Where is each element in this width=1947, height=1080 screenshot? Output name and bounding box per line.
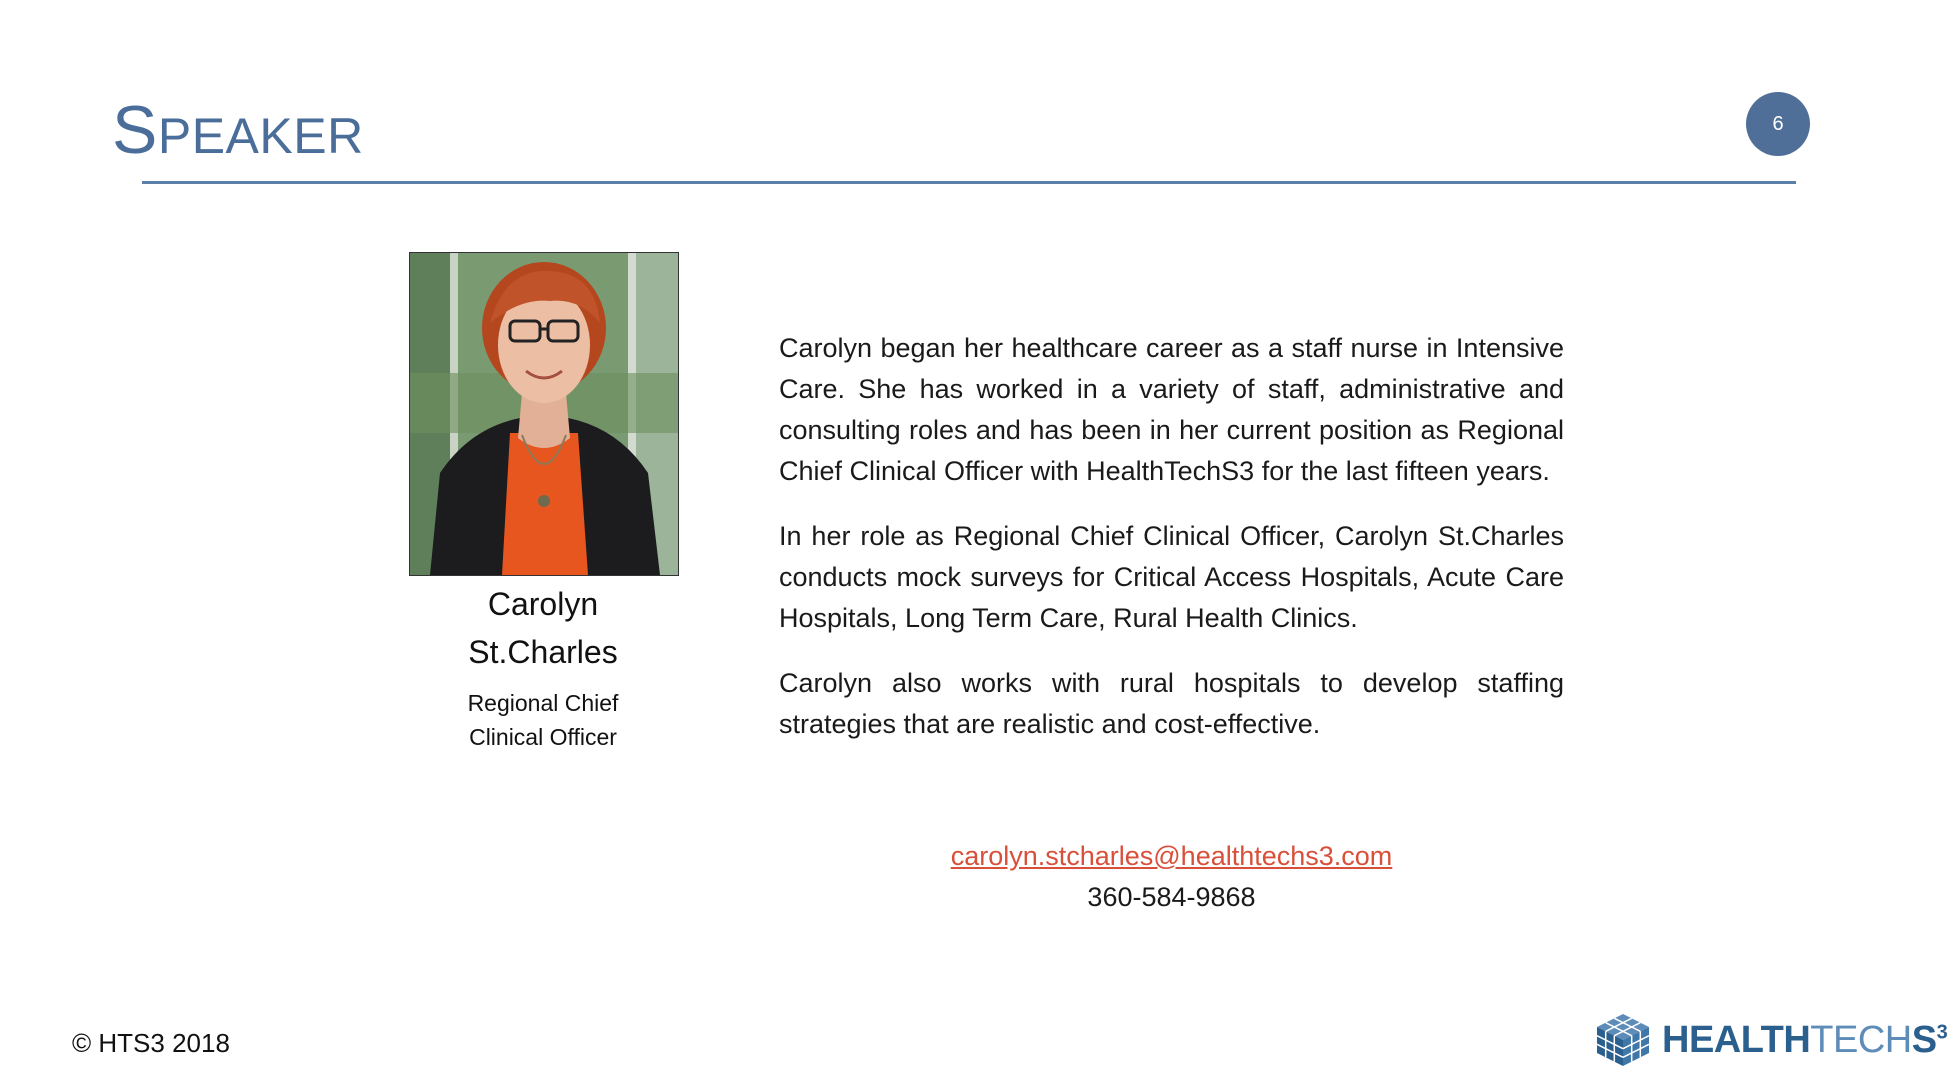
slide-title <box>112 92 364 168</box>
speaker-role-line2: Clinical Officer <box>469 724 617 750</box>
title-divider <box>142 181 1796 184</box>
bio-paragraph: In her role as Regional Chief Clinical Officer, Carolyn St.Charles conducts mock surveys for Critical Access Hospitals, Acute Care Hospitals, Long Term Care, Rural Health Clinics. <box>779 521 1564 633</box>
bio-paragraph: Carolyn began her healthcare career as a staff nurse in Intensive Care. She has worked in a variety of staff, administrative and consulting roles and has been in her current position as Regional Chief Clinical Officer with HealthTechS3 for the last fifteen years. <box>779 333 1564 486</box>
speaker-role <box>405 686 681 754</box>
speaker-name-last: St.Charles <box>468 634 618 670</box>
speaker-name-first: Carolyn <box>487 586 599 622</box>
slide-title-rest: PEAKER <box>157 108 364 164</box>
contact-info <box>779 836 1564 918</box>
email-link[interactable]: carolyn.stcharles@healthtechs3.com <box>950 841 1393 871</box>
speaker-name <box>405 580 681 676</box>
speaker-photo <box>409 252 679 576</box>
speaker-bio <box>779 328 1564 769</box>
logo-health: HEALTH <box>1662 1018 1811 1061</box>
speaker-portrait-image <box>410 253 678 575</box>
bio-paragraph: Carolyn also works with rural hospitals to develop staffing strategies that are realistic and cost-effective. <box>779 668 1564 739</box>
speaker-role-line1: Regional Chief <box>467 690 619 716</box>
logo-tech: TECH <box>1810 1018 1912 1061</box>
phone-number: 360-584-9868 <box>1087 882 1256 912</box>
healthtechs3-cube-logo-icon <box>1594 1012 1652 1068</box>
company-logo <box>1594 1010 1947 1070</box>
logo-superscript: 3 <box>1936 1020 1947 1043</box>
logo-s: S <box>1911 1018 1937 1061</box>
slide-title-initial: S <box>112 92 158 168</box>
logo-wordmark <box>1662 1019 1947 1062</box>
copyright-notice: © HTS3 2018 <box>72 1028 230 1058</box>
page-number-badge: 6 <box>1746 92 1810 156</box>
